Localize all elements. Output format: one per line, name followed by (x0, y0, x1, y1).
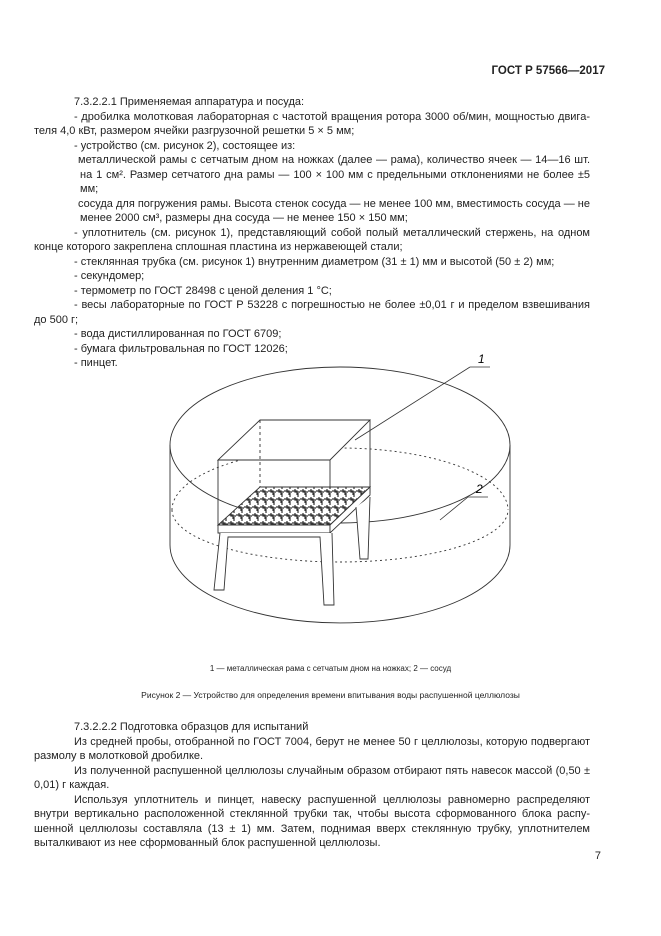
list-item: - секундомер; (74, 270, 145, 282)
list-item: - бумага фильтровальная по ГОСТ 12026; (74, 342, 288, 355)
section-heading: 7.3.2.2.2 Подготовка образцов для испытаний (74, 721, 309, 733)
callout-label-1: 1 (478, 352, 485, 366)
page-number: 7 (594, 850, 601, 862)
figure-caption: Рисунок 2 — Устройство для определения времени впитывания воды распушенной целлюлозы (141, 690, 520, 700)
section-sample-preparation (34, 720, 590, 851)
document-header: ГОСТ Р 57566—2017 (491, 65, 605, 77)
section-apparatus (34, 95, 590, 371)
callout-lines (355, 367, 490, 520)
sub-item: металлической рамы с сетчатым дном на ножках (далее — рама), количество ячеек — 14—16 шт. на 1 см². Размер сетчатого дна рамы — 100 × 100 мм с предельными отклонениями не более ±5 мм; (78, 154, 590, 195)
frame-drawing (214, 420, 370, 605)
paragraph: Используя уплотнитель и пинцет, навеску распушенной целлюлозы равномерно распределяют внутри вертикально расположенной стеклянной трубки так, чтобы высота сформованного блока распу-шенной целлюлозы составляла (13 ± 1) мм. Затем, поднимая вверх стеклянную трубку, уплотнителем выталкивают из нее сформованный блок распушенной целлюлозы. (34, 793, 590, 849)
figure-legend: 1 — металлическая рама с сетчатым дном на ножках; 2 — сосуд (209, 664, 452, 673)
list-item: - уплотнитель (см. рисунок 1), представляющий собой полый металлический стержень, на одном конце которого закреплена сплошная пластина из нержавеющей стали; (34, 226, 590, 253)
sub-item: сосуда для погружения рамы. Высота стенок сосуда — не менее 100 мм, вместимость сосуда — не менее 2000 см³, размеры дна сосуда — не менее 150 × 150 мм; (78, 197, 590, 224)
list-item: - дробилка молотковая лабораторная с частотой вращения ротора 3000 об/мин, мощностью двига-теля 4,0 кВт, размером ячейки разгрузочной решетки 5 × 5 мм; (34, 110, 590, 137)
section-heading: 7.3.2.2.1 Применяемая аппаратура и посуда: (74, 96, 305, 108)
list-item: - весы лабораторные по ГОСТ Р 53228 с погрешностью не более ±0,01 г и пределом взвешивания до 500 г; (34, 299, 590, 326)
callout-label-2: 2 (476, 482, 483, 496)
list-item: - вода дистиллированная по ГОСТ 6709; (74, 328, 282, 340)
list-item: - термометр по ГОСТ 28498 с ценой деления 1 °С; (74, 284, 332, 297)
list-item: - устройство (см. рисунок 2), состоящее из: (74, 139, 296, 152)
list-item: - пинцет. (74, 357, 118, 369)
list-item: - стеклянная трубка (см. рисунок 1) внутренним диаметром (31 ± 1) мм и высотой (50 ± 2) мм; (74, 255, 555, 268)
paragraph: Из полученной распушенной целлюлозы случайным образом отбирают пять навесок массой (0,50 ± 0,01) г каждая. (34, 764, 590, 791)
figure-apparatus (140, 345, 540, 665)
paragraph: Из средней пробы, отобранной по ГОСТ 7004, берут не менее 50 г целлюлозы, которую подвергают размолу в молотковой дробилке. (34, 735, 590, 762)
